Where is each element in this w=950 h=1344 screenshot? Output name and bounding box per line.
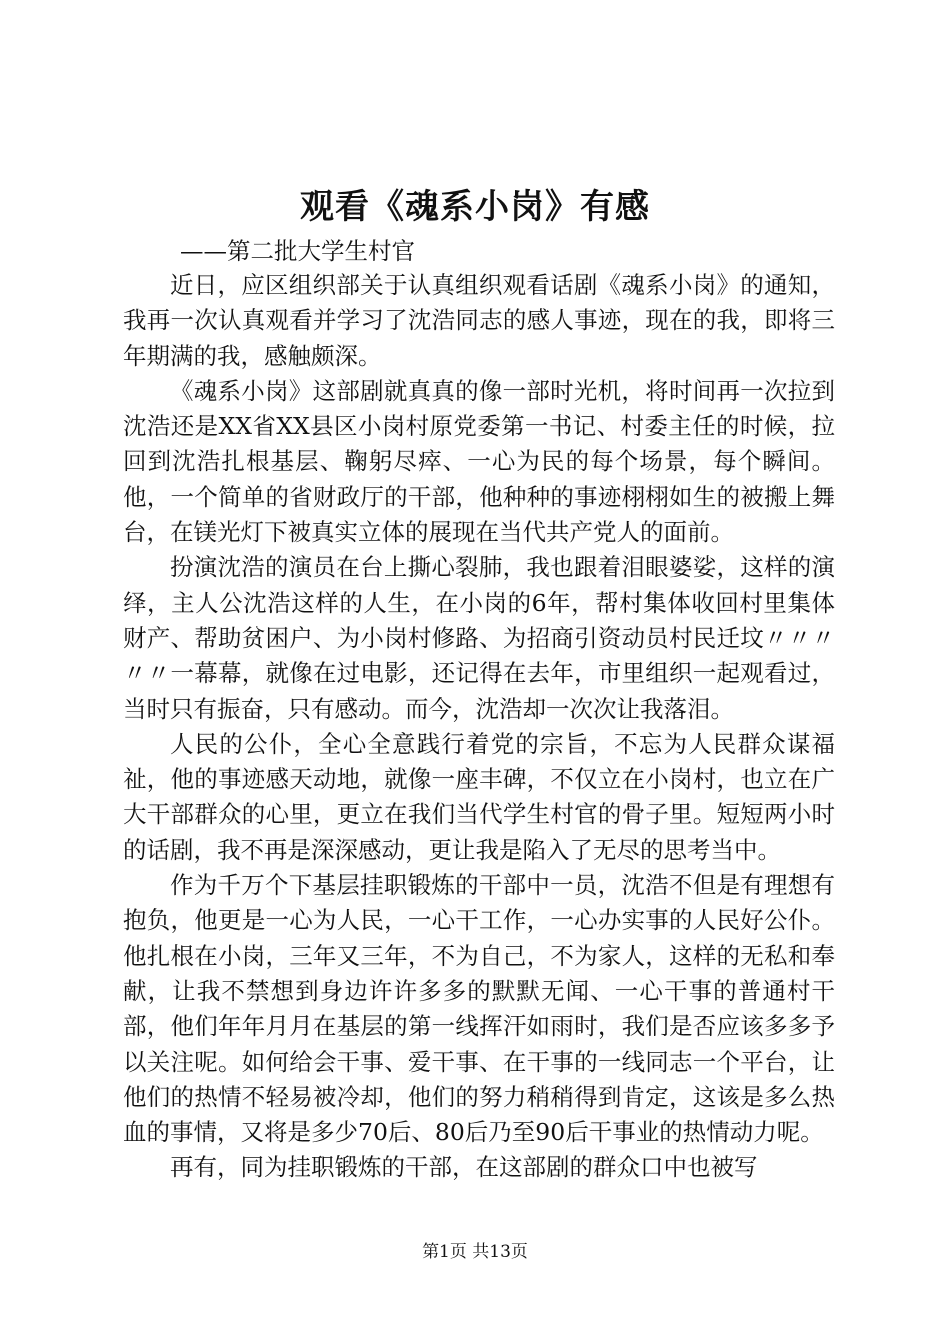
page-number-footer: 第1页 共13页 [422, 1242, 528, 1262]
paragraph: 再有，同为挂职锻炼的干部，在这部剧的群众口中也被写 [170, 1153, 758, 1182]
document-subtitle: ——第二批大学生村官 [180, 237, 415, 265]
paragraph: 近日，应区组织部关于认真组织观看话剧《魂系小岗》的通知，我再一次认真观看并学习了沈浩同志的感人事迹，现在的我，即将三年期满的我，感触颇深。 [123, 271, 835, 370]
paragraph: 作为千万个下基层挂职锻炼的干部中一员，沈浩不但是有理想有抱负，他更是一心为人民，一心干工作，一心办实事的人民好公仆。他扎根在小岗，三年又三年，不为自己，不为家人，这样的无私和奉献，让我不禁想到身边许许多多的默默无闻、一心干事的普通村干部，他们年年月月在基层的第一线挥汗如雨时，我们是否应该多多予以关注呢。如何给会干事、爱干事、在干事的一线同志一个平台，让他们的热情不轻易被冷却，他们的努力稍稍得到肯定，这该是多么热血的事情，又将是多少70后、80后乃至90后干事业的热情动力呢。 [123, 871, 835, 1147]
document-body [123, 268, 835, 1186]
paragraph: 《魂系小岗》这部剧就真真的像一部时光机，将时间再一次拉到沈浩还是XX省XX县区小岗村原党委第一书记、村委主任的时候，拉回到沈浩扎根基层、鞠躬尽瘁、一心为民的每个场景，每个瞬间。他，一个简单的省财政厅的干部，他种种的事迹栩栩如生的被搬上舞台，在镁光灯下被真实立体的展现在当代共产党人的面前。 [123, 376, 835, 547]
document-title: 观看《魂系小岗》有感 [300, 187, 650, 227]
paragraph: 扮演沈浩的演员在台上撕心裂肺，我也跟着泪眼婆娑，这样的演绎，主人公沈浩这样的人生，在小岗的6年，帮村集体收回村里集体财产、帮助贫困户、为小岗村修路、为招商引资动员村民迁坟〃〃〃〃〃一幕幕，就像在过电影，还记得在去年，市里组织一起观看过，当时只有振奋，只有感动。而今，沈浩却一次次让我落泪。 [123, 553, 835, 723]
paragraph: 人民的公仆，全心全意践行着党的宗旨，不忘为人民群众谋福祉，他的事迹感天动地，就像一座丰碑，不仅立在小岗村，也立在广大干部群众的心里，更立在我们当代学生村官的骨子里。短短两小时的话剧，我不再是深深感动，更让我是陷入了无尽的思考当中。 [123, 729, 835, 864]
